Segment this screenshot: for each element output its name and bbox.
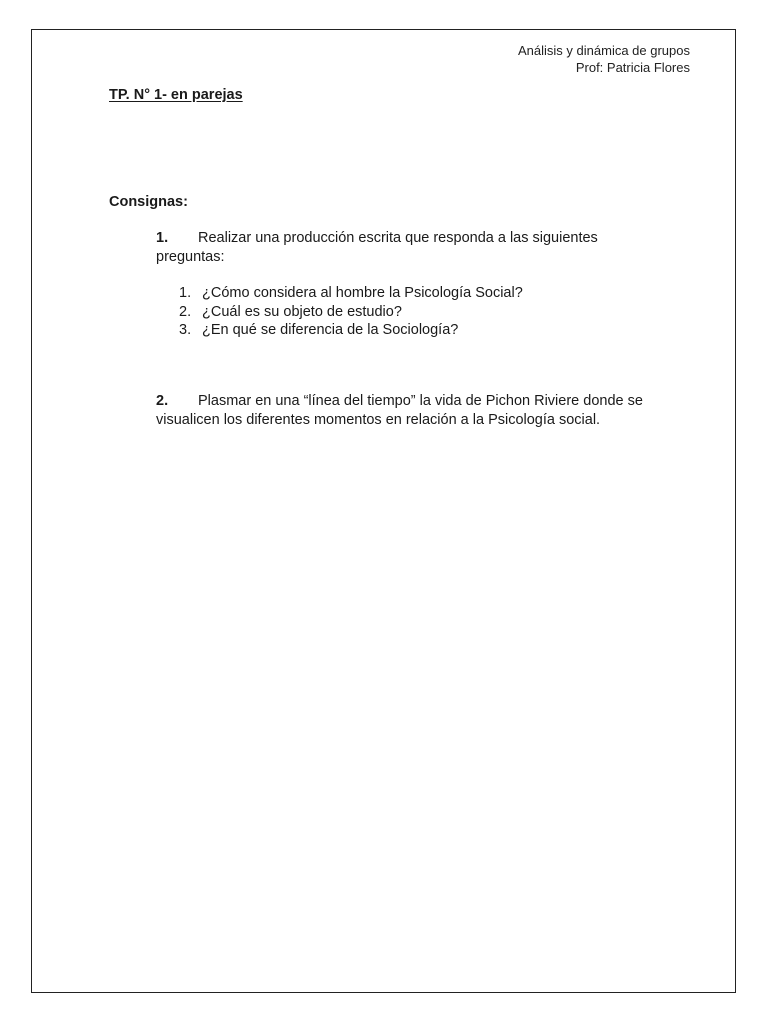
question-item — [179, 284, 523, 303]
document-header — [518, 42, 690, 76]
question-number: 1. — [179, 285, 192, 301]
document-page — [31, 29, 736, 993]
consignas-heading: Consignas: — [109, 194, 188, 210]
question-text: ¿En qué se diferencia de la Sociología? — [202, 322, 459, 338]
question-list — [179, 284, 523, 340]
instruction-text-line: Realizar una producción escrita que responda a las siguientes — [198, 230, 598, 246]
question-number: 3. — [179, 322, 192, 338]
question-number: 2. — [179, 303, 192, 320]
assignment-title: TP. N° 1- en parejas — [109, 87, 243, 103]
instruction-item-1 — [156, 229, 666, 266]
instruction-text-line: preguntas: — [156, 248, 225, 265]
question-item — [179, 303, 523, 322]
instruction-number: 2. — [156, 393, 169, 409]
question-item — [179, 321, 523, 340]
question-text: ¿Cuál es su objeto de estudio? — [202, 303, 402, 320]
question-text: ¿Cómo considera al hombre la Psicología Social? — [202, 285, 523, 301]
course-name: Análisis y dinámica de grupos — [518, 43, 690, 58]
professor-name: Prof: Patricia Flores — [575, 60, 690, 75]
instruction-number: 1. — [156, 230, 169, 246]
instruction-text-line: Plasmar en una “línea del tiempo” la vida de Pichon Riviere donde se — [198, 393, 643, 409]
instruction-item-2 — [156, 392, 666, 429]
instruction-text-line: visualicen los diferentes momentos en relación a la Psicología social. — [156, 411, 601, 428]
